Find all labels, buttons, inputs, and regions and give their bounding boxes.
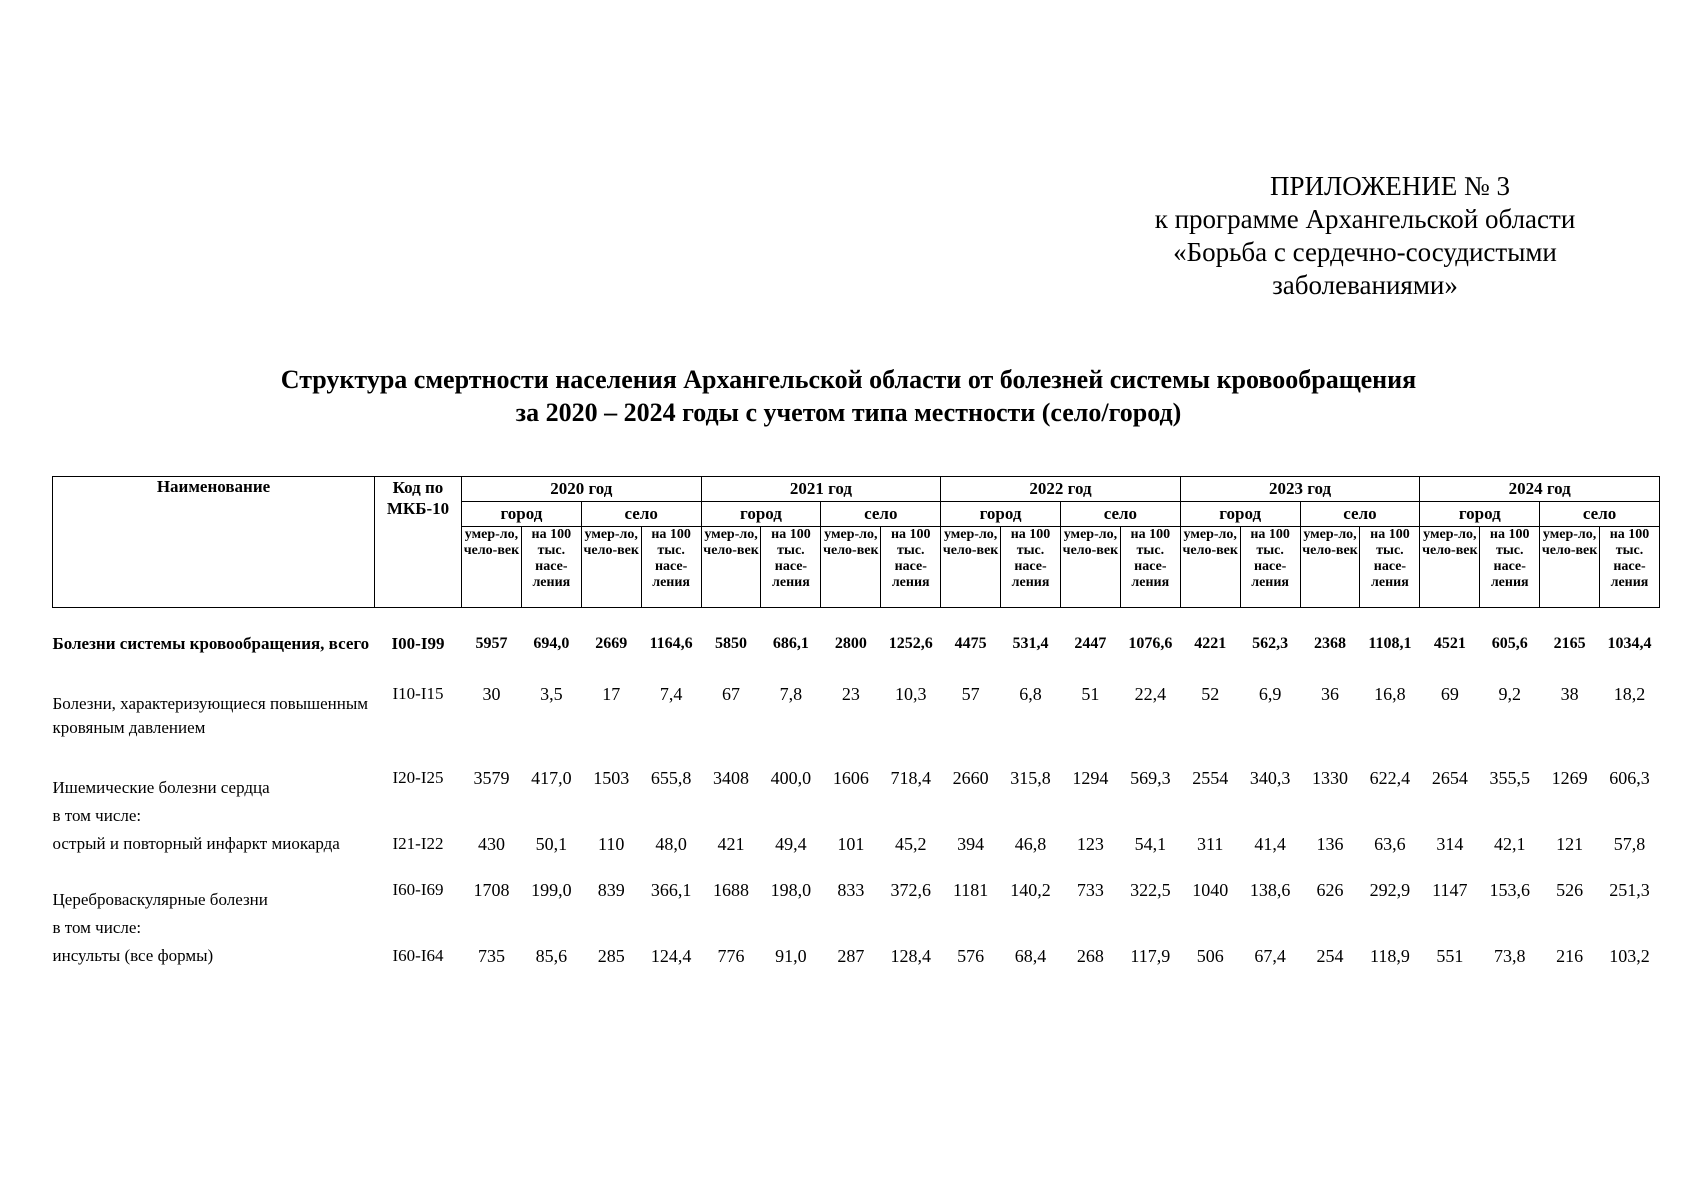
row-value: 140,2 bbox=[1010, 880, 1051, 900]
row-code bbox=[375, 800, 462, 828]
row-value: 839 bbox=[597, 880, 625, 900]
row-value: 366,1 bbox=[650, 880, 692, 900]
table-row bbox=[53, 800, 1660, 828]
row-value: 6,8 bbox=[1019, 684, 1042, 704]
header-year: 2023 год bbox=[1180, 477, 1420, 502]
row-value: 1688 bbox=[713, 880, 750, 900]
row-value: 22,4 bbox=[1134, 684, 1167, 704]
row-value: 9,2 bbox=[1498, 684, 1521, 704]
row-value: 417,0 bbox=[531, 768, 572, 788]
header-died: умер-ло, чело-век bbox=[1540, 527, 1600, 608]
row-value: 1181 bbox=[952, 880, 989, 900]
header-rate: на 100 тыс. насе-ления bbox=[761, 527, 821, 608]
header-rate: на 100 тыс. насе-ления bbox=[1240, 527, 1300, 608]
row-value: 41,4 bbox=[1254, 834, 1286, 854]
row-value: 606,3 bbox=[1609, 768, 1650, 788]
row-value: 67,4 bbox=[1254, 946, 1286, 966]
header-name: Наименование bbox=[53, 477, 375, 608]
row-value: 17 bbox=[602, 684, 621, 704]
row-value: 45,2 bbox=[894, 834, 927, 854]
header-city: город bbox=[941, 502, 1061, 527]
header-rate: на 100 тыс. насе-ления bbox=[521, 527, 581, 608]
row-name: Болезни системы кровообращения, всего bbox=[52, 634, 370, 653]
row-value: 569,3 bbox=[1130, 768, 1171, 788]
row-value: 10,3 bbox=[894, 684, 927, 704]
header-village: село bbox=[1060, 502, 1180, 527]
row-value: 73,8 bbox=[1493, 946, 1526, 966]
row-value: 1040 bbox=[1192, 880, 1229, 900]
title-line-1: Структура смертности населения Архангельской области от болезней системы кровообращения bbox=[280, 365, 1417, 394]
row-value: 68,4 bbox=[1014, 946, 1047, 966]
table-row bbox=[53, 608, 1660, 657]
row-value: 85,6 bbox=[535, 946, 568, 966]
table-body bbox=[53, 608, 1660, 969]
header-city: город bbox=[462, 502, 582, 527]
table-row bbox=[53, 940, 1660, 968]
header-died: умер-ло, чело-век bbox=[1180, 527, 1240, 608]
row-value: 124,4 bbox=[650, 946, 692, 966]
row-value: 622,4 bbox=[1369, 768, 1411, 788]
row-value: 1294 bbox=[1072, 768, 1109, 788]
row-value: 506 bbox=[1196, 946, 1224, 966]
row-code: I60-I69 bbox=[392, 880, 444, 899]
row-value: 7,8 bbox=[779, 684, 803, 704]
row-value: 57,8 bbox=[1613, 834, 1646, 854]
row-value: 430 bbox=[477, 834, 505, 854]
row-value: 655,8 bbox=[650, 768, 692, 788]
row-value: 198,0 bbox=[770, 880, 812, 900]
header-died: умер-ло, чело-век bbox=[941, 527, 1001, 608]
row-value: 1108,1 bbox=[1368, 635, 1412, 652]
row-value: 91,0 bbox=[775, 946, 807, 966]
row-name: Ишемические болезни сердца bbox=[52, 778, 270, 797]
row-value: 50,1 bbox=[535, 834, 568, 854]
annex-line-3: заболеваниями» bbox=[1272, 270, 1458, 300]
row-value: 117,9 bbox=[1130, 946, 1171, 966]
row-code: I00-I99 bbox=[391, 634, 445, 653]
row-value: 1269 bbox=[1551, 768, 1588, 788]
header-died: умер-ло, чело-век bbox=[1420, 527, 1480, 608]
row-value: 110 bbox=[598, 834, 625, 854]
header-village: село bbox=[1540, 502, 1660, 527]
row-value: 694,0 bbox=[533, 635, 570, 652]
row-code bbox=[375, 912, 462, 940]
row-code: I10-I15 bbox=[392, 684, 444, 703]
row-name: инсульты (все формы) bbox=[52, 946, 214, 965]
table-row bbox=[53, 656, 1660, 740]
row-value: 394 bbox=[957, 834, 985, 854]
row-value: 1076,6 bbox=[1128, 635, 1173, 652]
mortality-table bbox=[52, 476, 1660, 968]
header-rate: на 100 тыс. насе-ления bbox=[1360, 527, 1420, 608]
row-value: 3408 bbox=[713, 768, 750, 788]
header-rate: на 100 тыс. насе-ления bbox=[881, 527, 941, 608]
row-value: 1330 bbox=[1312, 768, 1348, 788]
row-value: 322,5 bbox=[1130, 880, 1171, 900]
row-name: в том числе: bbox=[52, 806, 142, 825]
row-value: 1147 bbox=[1432, 880, 1468, 900]
row-value: 67 bbox=[722, 684, 741, 704]
annex-line-2: «Борьба с сердечно-сосудистыми bbox=[1173, 237, 1557, 267]
row-value: 372,6 bbox=[890, 880, 931, 900]
row-code: I20-I25 bbox=[392, 768, 444, 787]
row-value: 776 bbox=[717, 946, 745, 966]
row-value: 101 bbox=[837, 834, 865, 854]
row-value: 287 bbox=[837, 946, 865, 966]
header-rate: на 100 тыс. насе-ления bbox=[641, 527, 701, 608]
header-year: 2021 год bbox=[701, 477, 941, 502]
row-value: 292,9 bbox=[1369, 880, 1411, 900]
document-title bbox=[0, 363, 1697, 429]
header-rate: на 100 тыс. насе-ления bbox=[1001, 527, 1061, 608]
row-value: 103,2 bbox=[1609, 946, 1650, 966]
row-value: 268 bbox=[1076, 946, 1104, 966]
row-value: 562,3 bbox=[1252, 635, 1289, 652]
row-value: 526 bbox=[1556, 880, 1584, 900]
header-village: село bbox=[821, 502, 941, 527]
row-value: 3,5 bbox=[540, 684, 563, 704]
header-village: село bbox=[581, 502, 701, 527]
row-value: 6,9 bbox=[1258, 684, 1282, 704]
row-value: 18,2 bbox=[1613, 684, 1646, 704]
row-value: 23 bbox=[841, 684, 860, 704]
row-value: 355,5 bbox=[1489, 768, 1530, 788]
row-value: 153,6 bbox=[1489, 880, 1530, 900]
table-row bbox=[53, 856, 1660, 912]
row-value: 2165 bbox=[1553, 635, 1586, 652]
title-line-2: за 2020 – 2024 годы с учетом типа местности (село/город) bbox=[515, 398, 1182, 427]
header-died: умер-ло, чело-век bbox=[821, 527, 881, 608]
row-code: I60-I64 bbox=[392, 946, 444, 965]
annex-block bbox=[1085, 170, 1645, 302]
row-value: 251,3 bbox=[1609, 880, 1650, 900]
header-rate: на 100 тыс. насе-ления bbox=[1600, 527, 1660, 608]
header-city: город bbox=[701, 502, 821, 527]
row-value: 833 bbox=[837, 880, 865, 900]
row-value: 48,0 bbox=[655, 834, 687, 854]
header-year: 2024 год bbox=[1420, 477, 1660, 502]
header-rate: на 100 тыс. насе-ления bbox=[1480, 527, 1540, 608]
row-value: 2669 bbox=[595, 635, 628, 652]
annex-heading: ПРИЛОЖЕНИЕ № 3 bbox=[1269, 171, 1511, 201]
header-year: 2022 год bbox=[941, 477, 1181, 502]
row-value: 216 bbox=[1556, 946, 1584, 966]
row-value: 123 bbox=[1076, 834, 1104, 854]
header-city: город bbox=[1180, 502, 1300, 527]
row-value: 128,4 bbox=[890, 946, 931, 966]
row-name: острый и повторный инфаркт миокарда bbox=[52, 834, 340, 853]
header-died: умер-ло, чело-век bbox=[581, 527, 641, 608]
row-name: Болезни, характеризующиеся повышенным кровяным давлением bbox=[52, 694, 369, 737]
header-died: умер-ло, чело-век bbox=[1300, 527, 1360, 608]
row-value: 315,8 bbox=[1010, 768, 1051, 788]
row-value: 52 bbox=[1201, 684, 1220, 704]
row-value: 199,0 bbox=[531, 880, 572, 900]
row-value: 314 bbox=[1436, 834, 1464, 854]
row-value: 16,8 bbox=[1374, 684, 1406, 704]
row-value: 4521 bbox=[1433, 635, 1466, 652]
header-year: 2020 год bbox=[462, 477, 702, 502]
row-value: 576 bbox=[957, 946, 985, 966]
row-value: 49,4 bbox=[775, 834, 807, 854]
table-row bbox=[53, 912, 1660, 940]
row-value: 1708 bbox=[473, 880, 510, 900]
header-died: умер-ло, чело-век bbox=[462, 527, 522, 608]
row-value: 138,6 bbox=[1249, 880, 1291, 900]
row-value: 4221 bbox=[1194, 635, 1227, 652]
row-value: 626 bbox=[1316, 880, 1344, 900]
row-value: 686,1 bbox=[772, 635, 809, 652]
row-value: 1606 bbox=[832, 768, 869, 788]
row-value: 551 bbox=[1436, 946, 1464, 966]
row-value: 69 bbox=[1440, 684, 1459, 704]
header-code: Код по МКБ-10 bbox=[375, 477, 462, 608]
row-value: 1034,4 bbox=[1607, 635, 1652, 652]
header-rate: на 100 тыс. насе-ления bbox=[1120, 527, 1180, 608]
row-value: 340,3 bbox=[1249, 768, 1291, 788]
row-value: 605,6 bbox=[1491, 635, 1528, 652]
row-value: 63,6 bbox=[1374, 834, 1406, 854]
row-name: Цереброваскулярные болезни bbox=[52, 890, 268, 909]
row-value: 36 bbox=[1321, 684, 1339, 704]
row-value: 254 bbox=[1316, 946, 1344, 966]
row-value: 1164,6 bbox=[649, 635, 693, 652]
row-value: 4475 bbox=[954, 635, 987, 652]
annex-line-1: к программе Архангельской области bbox=[1154, 204, 1576, 234]
row-value: 400,0 bbox=[770, 768, 812, 788]
row-value: 57 bbox=[961, 684, 980, 704]
header-city: город bbox=[1420, 502, 1540, 527]
row-spacer bbox=[462, 912, 1660, 940]
row-value: 2554 bbox=[1192, 768, 1229, 788]
row-value: 421 bbox=[717, 834, 745, 854]
row-code: I21-I22 bbox=[392, 834, 444, 853]
row-value: 311 bbox=[1197, 834, 1224, 854]
header-village: село bbox=[1300, 502, 1420, 527]
row-value: 531,4 bbox=[1012, 635, 1049, 652]
row-value: 718,4 bbox=[890, 768, 931, 788]
row-value: 1503 bbox=[593, 768, 630, 788]
row-value: 38 bbox=[1560, 684, 1579, 704]
row-value: 118,9 bbox=[1369, 946, 1410, 966]
row-value: 2660 bbox=[952, 768, 989, 788]
row-value: 136 bbox=[1316, 834, 1344, 854]
row-value: 285 bbox=[597, 946, 625, 966]
row-name: в том числе: bbox=[52, 918, 142, 937]
row-value: 54,1 bbox=[1134, 834, 1167, 854]
row-value: 733 bbox=[1076, 880, 1104, 900]
row-value: 2368 bbox=[1314, 635, 1346, 652]
table-row bbox=[53, 740, 1660, 800]
row-value: 30 bbox=[482, 684, 501, 704]
table-row bbox=[53, 828, 1660, 856]
row-value: 3579 bbox=[473, 768, 510, 788]
row-value: 2447 bbox=[1074, 635, 1107, 652]
row-value: 46,8 bbox=[1014, 834, 1047, 854]
row-value: 2800 bbox=[834, 635, 867, 652]
header-died: умер-ло, чело-век bbox=[1060, 527, 1120, 608]
row-value: 121 bbox=[1556, 834, 1584, 854]
row-value: 1252,6 bbox=[888, 635, 933, 652]
row-value: 51 bbox=[1081, 684, 1100, 704]
table-header bbox=[53, 477, 1660, 608]
row-value: 5850 bbox=[715, 635, 748, 652]
row-spacer bbox=[462, 800, 1660, 828]
row-value: 2654 bbox=[1431, 768, 1468, 788]
row-value: 735 bbox=[477, 946, 505, 966]
header-died: умер-ло, чело-век bbox=[701, 527, 761, 608]
row-value: 5957 bbox=[475, 635, 508, 652]
row-value: 7,4 bbox=[659, 684, 683, 704]
row-value: 42,1 bbox=[1493, 834, 1526, 854]
